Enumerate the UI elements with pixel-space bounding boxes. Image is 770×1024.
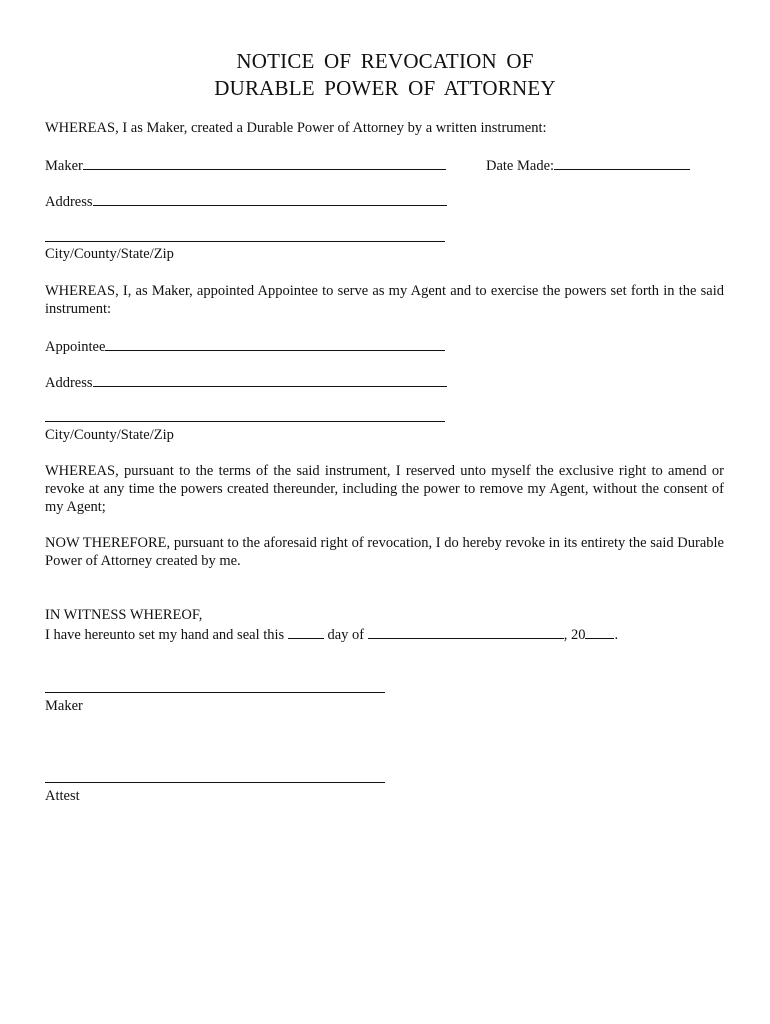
month-blank-line[interactable] (368, 624, 564, 639)
year-blank-line[interactable] (585, 624, 614, 639)
appointee-address-blank-line[interactable] (93, 372, 447, 387)
witness-statement (45, 624, 618, 644)
date-made-blank-line[interactable] (554, 155, 690, 170)
document-title-line1: NOTICE OF REVOCATION OF (236, 49, 534, 73)
maker-address-label: Address (45, 194, 93, 210)
appointee-address-label: Address (45, 375, 93, 391)
maker-address-field-row (45, 191, 447, 211)
appointee-city-blank-line[interactable] (45, 421, 445, 422)
document-title-line2: DURABLE POWER OF ATTORNEY (214, 76, 556, 100)
maker-city-blank-line[interactable] (45, 241, 445, 242)
whereas-appointed-paragraph: WHEREAS, I, as Maker, appointed Appointee to serve as my Agent and to exercise the powers set forth in the said instrument: (45, 283, 724, 317)
appointee-blank-line[interactable] (105, 336, 445, 351)
witness-text-part4: . (614, 627, 619, 643)
maker-city-label: City/County/State/Zip (45, 246, 174, 262)
appointee-label: Appointee (45, 339, 106, 355)
attest-signature-line[interactable] (45, 782, 385, 783)
date-made-field-row (486, 155, 690, 175)
maker-field-row (45, 155, 446, 175)
appointee-field-row (45, 336, 445, 356)
whereas-created-paragraph: WHEREAS, I as Maker, created a Durable Power of Attorney by a written instrument: (45, 120, 547, 136)
witness-heading: IN WITNESS WHEREOF, (45, 607, 203, 623)
appointee-address-field-row (45, 372, 447, 392)
witness-text-part1: I have hereunto set my hand and seal this (45, 627, 288, 643)
witness-text-part2: day of (323, 627, 368, 643)
appointee-city-label: City/County/State/Zip (45, 427, 174, 443)
attest-signature-label: Attest (45, 788, 80, 804)
maker-signature-line[interactable] (45, 692, 385, 693)
maker-address-blank-line[interactable] (93, 191, 447, 206)
whereas-reserved-paragraph: WHEREAS, pursuant to the terms of the said instrument, I reserved unto myself the exclusive right to amend or revoke at any time the powers created thereunder, including the power to remove my Agent, without the consent of my Agent; (45, 463, 724, 515)
witness-text-part3: , 20 (563, 627, 586, 643)
maker-signature-label: Maker (45, 698, 83, 714)
day-blank-line[interactable] (288, 624, 324, 639)
date-made-label: Date Made: (486, 158, 555, 174)
maker-label: Maker (45, 158, 83, 174)
maker-blank-line[interactable] (83, 155, 446, 170)
now-therefore-paragraph: NOW THEREFORE, pursuant to the aforesaid right of revocation, I do hereby revoke in its entirety the said Durable Power of Attorney created by me. (45, 535, 724, 569)
